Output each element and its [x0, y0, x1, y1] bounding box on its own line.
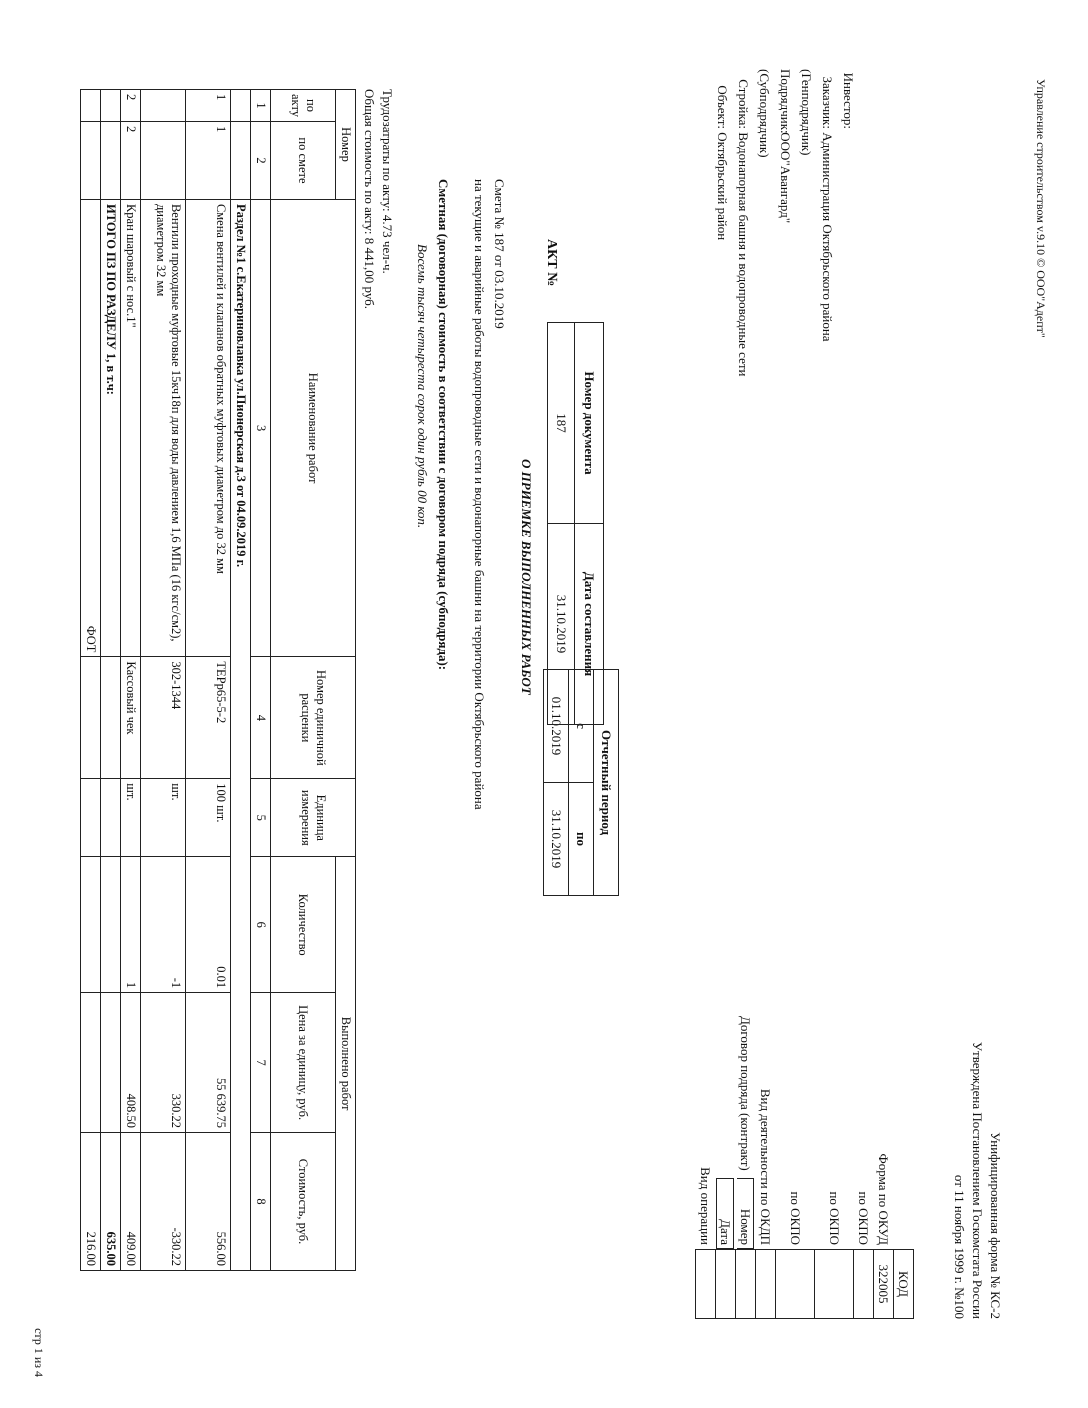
act-title: О ПРИЕМКЕ ВЫПОЛНЕННЫХ РАБОТ	[519, 459, 534, 695]
h-done: Выполнено работ	[336, 857, 356, 1271]
contractor-value: ООО"Авангард"	[778, 132, 793, 224]
investor-label: Инвестор:	[841, 72, 856, 129]
fot-value: 216.00	[81, 1133, 101, 1271]
subtotal-label: ИТОГО ПЗ ПО РАЗДЕЛУ 1, в т.ч:	[101, 199, 121, 656]
customer-value: Администрация Октябрьского района	[820, 132, 835, 342]
number-label: Номер	[737, 1178, 754, 1249]
labor-total: Трудозатраты по акту: 4.73 чел-ч.	[380, 89, 395, 274]
doc-number: 187	[548, 323, 575, 524]
customer-row	[817, 69, 838, 377]
doc-number-header: Номер документа	[575, 323, 604, 524]
software-credit: Управление строительством v.9.10 © ООО"Адепт"	[1034, 79, 1048, 338]
okdp-label: Вид деятельности по ОКДП	[758, 1088, 774, 1245]
doc-date: 31.10.2019	[548, 524, 575, 725]
h-number: Номер	[336, 90, 356, 200]
form-title: Унифицированная форма № КС-2	[988, 1132, 1003, 1319]
section-title: Раздел №1 с.Екатериновлавка ул.Пионерская д.3 от 04.09.2019 г.	[231, 199, 251, 1270]
cost-words: Восемь тысяч четыреста сорок один рубль 00 коп.	[415, 244, 430, 529]
row-unit: шт.	[121, 779, 141, 857]
date-label: Дата	[717, 1178, 735, 1249]
act-label: АКТ №	[544, 239, 559, 287]
h-by-estimate: по смете	[271, 122, 336, 200]
row-act-number: 2	[121, 90, 141, 122]
parties-block	[712, 69, 859, 377]
row-cost: 556.00	[186, 1133, 231, 1271]
subcontractor: (Субподрядчик)	[757, 69, 772, 158]
construction-value: Водонапорная башня и водопроводные сети	[736, 132, 751, 377]
row-act-number	[141, 90, 186, 122]
col-number: 5	[251, 779, 271, 857]
h-rate: Номер единичной расценки	[271, 657, 356, 779]
code-header: КОД	[894, 1250, 914, 1319]
col-number: 8	[251, 1133, 271, 1271]
document-sheet	[24, 29, 1064, 1379]
row-qty: -1	[141, 857, 186, 993]
customer-label: Заказчик:	[820, 76, 835, 129]
estimate-ref: Смета № 187 от 03.10.2019	[492, 179, 507, 329]
row-cost: 409.00	[121, 1133, 141, 1271]
period-title: Отчетный период	[594, 670, 619, 896]
act-doc-table	[547, 322, 604, 725]
row-rate: 302-1344	[141, 657, 186, 779]
operation-label: Вид операции	[698, 1167, 714, 1245]
table-row	[141, 90, 186, 1271]
col-number: 1	[251, 90, 271, 122]
estimate-description: на текущие и аварийные работы водопроводные сети и водонапорные башни на территории Октябрьского района	[472, 179, 487, 810]
h-name: Наименование работ	[271, 199, 356, 656]
gen-contractor: (Генподрядчик)	[799, 69, 814, 156]
row-unit: 100 шт.	[186, 779, 231, 857]
contractor-row	[775, 69, 796, 377]
form-date: от 11 ноября 1999 г. №100	[952, 1174, 967, 1319]
object-label: Объект:	[715, 85, 730, 129]
row-cost: -330.22	[141, 1133, 186, 1271]
page-number: стр 1 из 4	[32, 1328, 46, 1377]
object-value: Октябрьский район	[715, 132, 730, 241]
period-to-value: 31.10.2019	[544, 783, 569, 896]
construction-label: Стройка:	[736, 79, 751, 129]
fot-row	[81, 90, 101, 1271]
codes-table	[695, 1012, 914, 1319]
h-unit: Единица измерения	[271, 779, 356, 857]
col-number: 7	[251, 993, 271, 1133]
contract-label: Договор подряда (контракт)	[738, 1016, 753, 1171]
row-price: 55 639.75	[186, 993, 231, 1133]
row-act-number: 1	[186, 90, 231, 122]
col-number: 4	[251, 657, 271, 779]
fot-label: ФОТ	[81, 199, 101, 656]
subtotal-value: 635.00	[101, 1133, 121, 1271]
row-rate: Кассовый чек	[121, 657, 141, 779]
estimate-block	[469, 179, 509, 810]
okpo-label-1: по ОКПО	[856, 1191, 872, 1245]
works-table	[80, 89, 356, 1271]
okpo-label-2: по ОКПО	[827, 1191, 842, 1245]
okud-label: Форма по ОКУД	[876, 1153, 892, 1245]
row-estimate-number: 1	[186, 122, 231, 200]
contractor-label: Подрядчик:	[778, 69, 793, 134]
row-qty: 0.01	[186, 857, 231, 993]
object-row	[712, 69, 733, 377]
form-approved: Утверждена Постановлением Госкомстата России	[970, 1041, 985, 1319]
act-total: Общая стоимость по акту: 8 441,00 руб.	[362, 89, 377, 310]
row-name: Кран шаровый с нос.1"	[121, 199, 141, 656]
h-price: Цена за единицу, руб.	[271, 993, 336, 1133]
period-from-value: 01.10.2019	[544, 670, 569, 783]
table-row	[186, 90, 231, 1271]
row-qty: 1	[121, 857, 141, 993]
investor-row	[838, 69, 859, 377]
okpo-label-3: по ОКПО	[788, 1191, 803, 1245]
doc-date-header: Дата составления	[575, 524, 604, 725]
construction-row	[733, 69, 754, 377]
column-numbers-row	[251, 90, 271, 1271]
form-header	[950, 1042, 1004, 1319]
row-price: 330.22	[141, 993, 186, 1133]
row-name: Смена вентилей и клапанов обратных муфтовых диаметром до 32 мм	[186, 199, 231, 656]
row-name: Вентили проходные муфтовые 15кч18п для воды давлением 1,6 МПа (16 кгс/см2), диаметром 32 мм	[141, 199, 186, 656]
row-price: 408.50	[121, 993, 141, 1133]
okud-value: 322005	[874, 1250, 894, 1319]
row-unit: шт.	[141, 779, 186, 857]
subtotal-row	[101, 90, 121, 1271]
h-by-act: по акту	[271, 90, 336, 122]
period-to-label: по	[569, 783, 594, 896]
col-number: 6	[251, 857, 271, 993]
col-number: 2	[251, 122, 271, 200]
row-estimate-number	[141, 122, 186, 200]
row-rate: ТЕРр65-5-2	[186, 657, 231, 779]
h-cost: Стоимость, руб.	[271, 1133, 336, 1271]
table-row	[121, 90, 141, 1271]
totals-block	[360, 89, 396, 309]
section-row	[231, 90, 251, 1271]
cost-label: Сметная (договорная) стоимость в соответствии с договором подряда (субподряда):	[436, 179, 451, 671]
period-from-label: с	[569, 670, 594, 783]
h-qty: Количество	[271, 857, 336, 993]
col-number: 3	[251, 199, 271, 656]
row-estimate-number: 2	[121, 122, 141, 200]
